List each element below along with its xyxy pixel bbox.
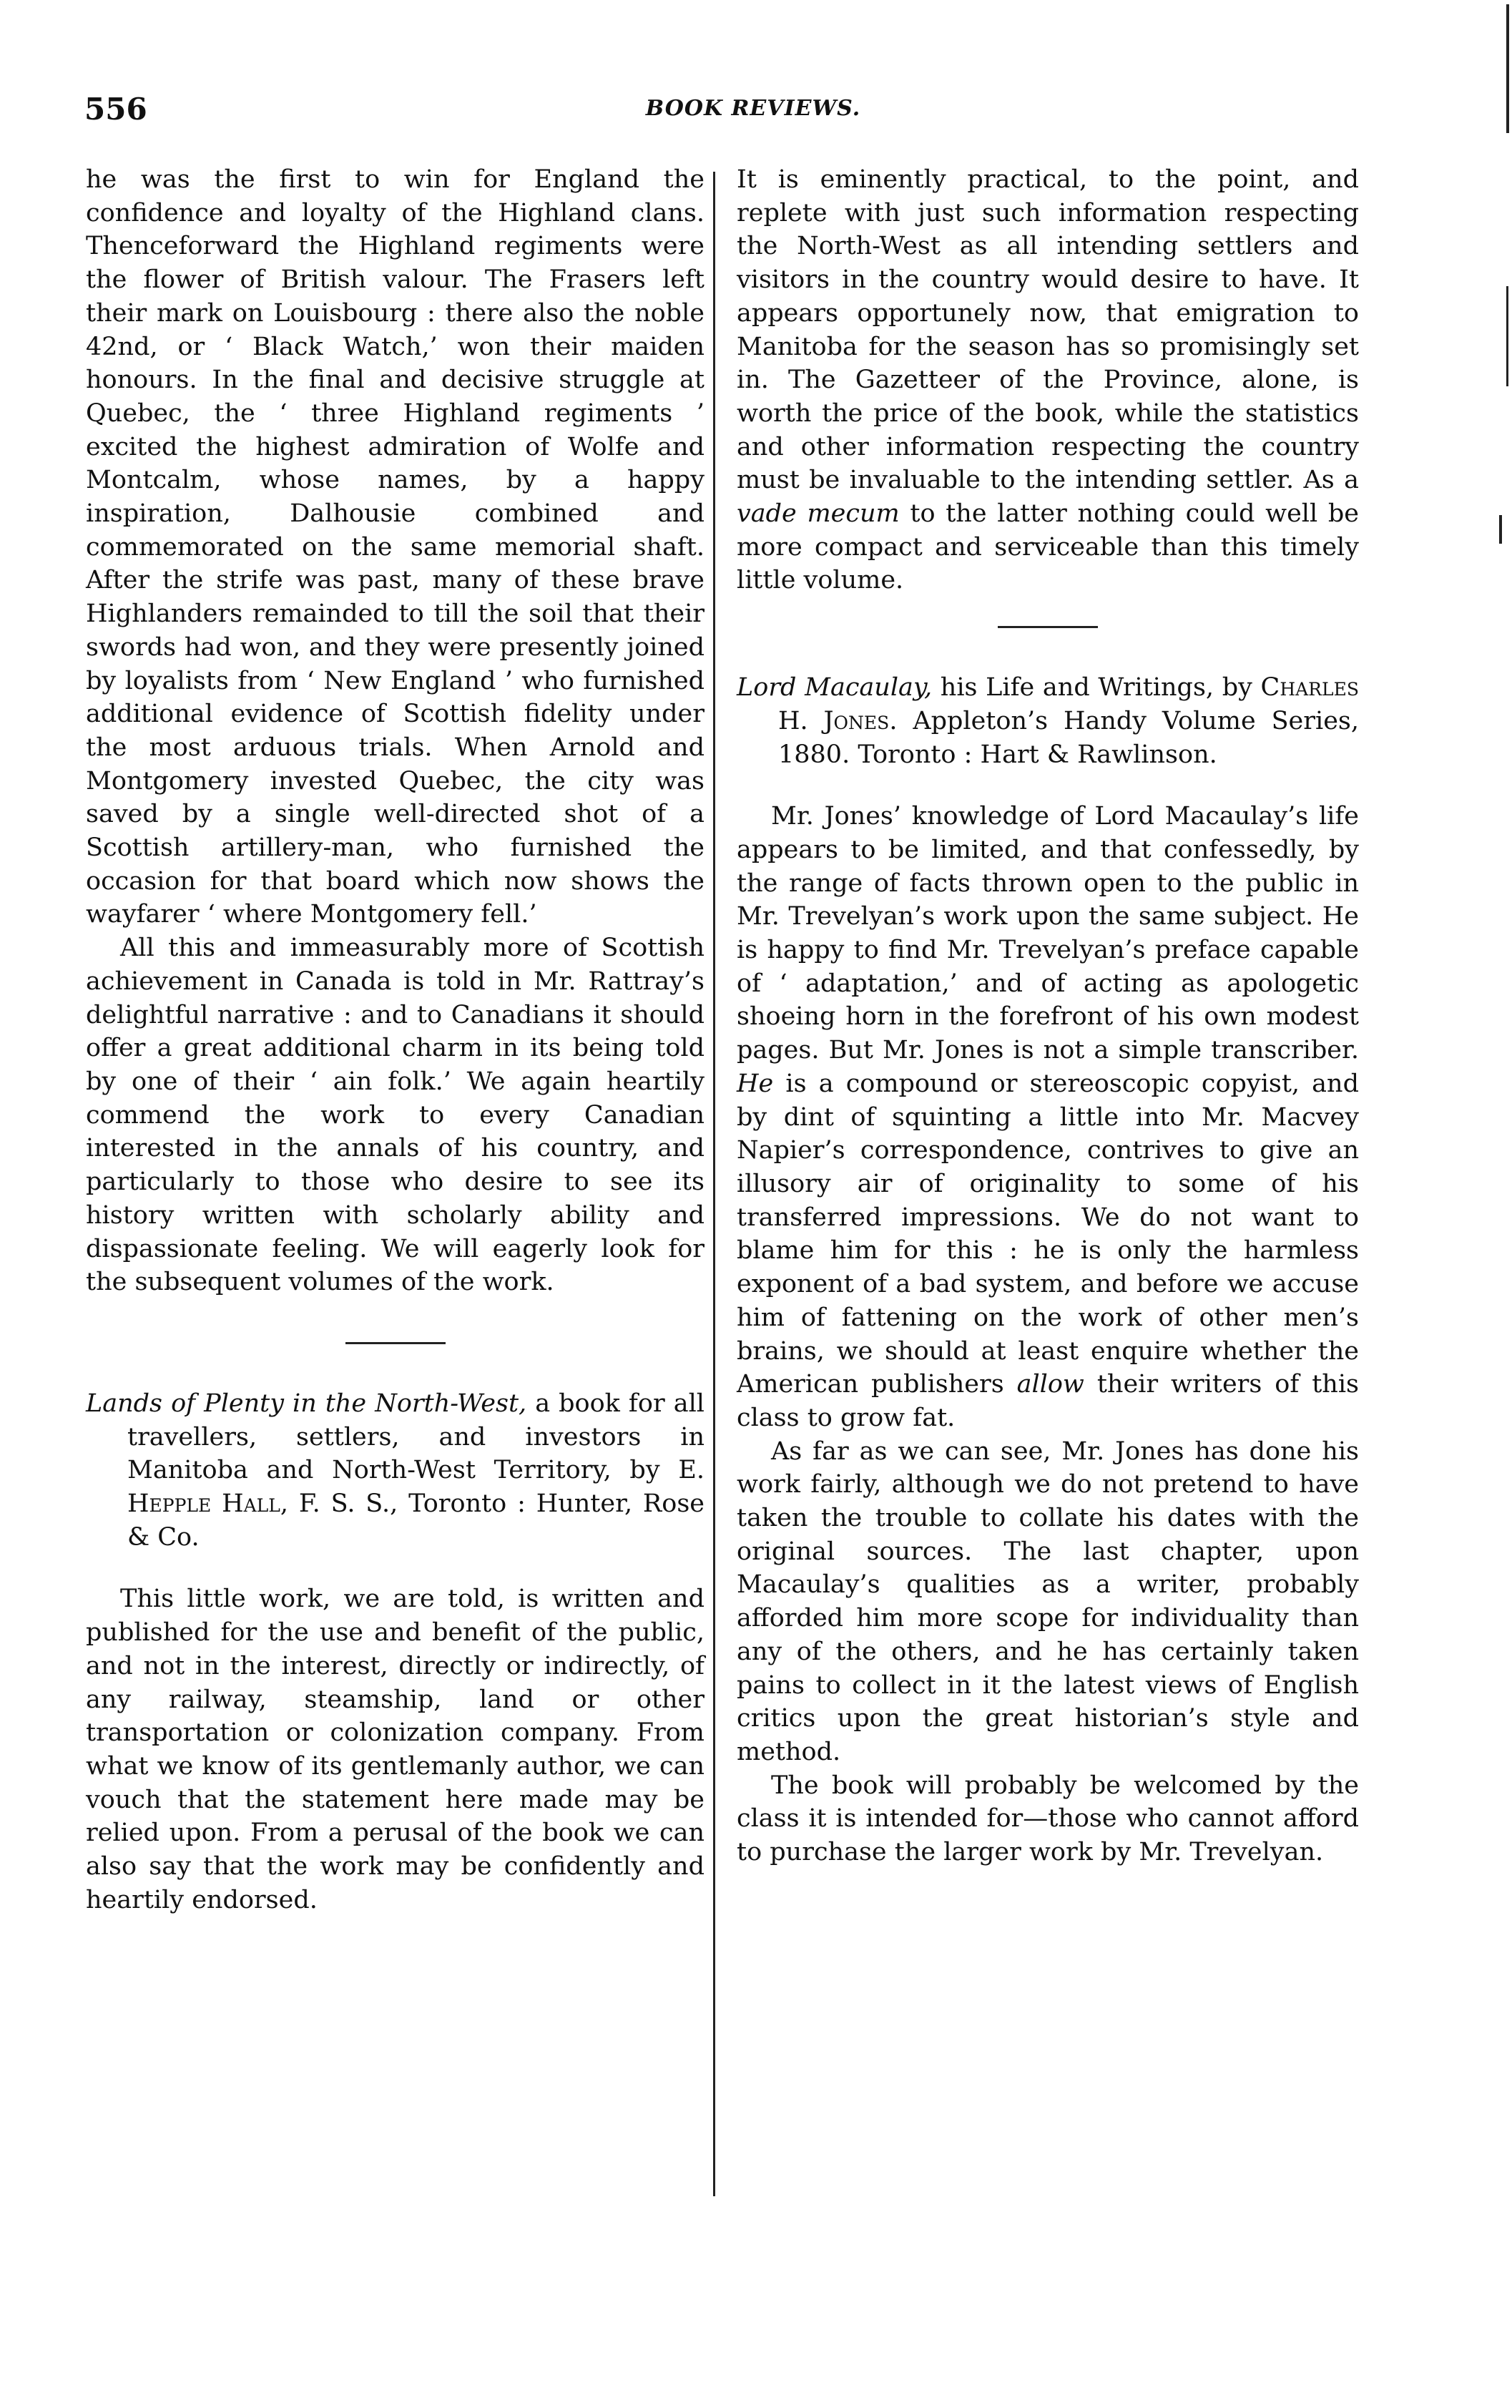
book-author: Hepple Hall: [127, 1489, 280, 1519]
book-publisher: . Appleton’s Handy Volume Series, 1880. Toronto : Hart & Rawlinson.: [778, 706, 1359, 769]
review-heading-lord-macaulay: [737, 671, 1359, 771]
book-title: Lord Macaulay,: [737, 673, 933, 703]
left-paragraph-2: All this and immeasurably more of Scottish achievement in Canada is told in Mr. Rattray’s delightful narrative : and to Canadians it should offer a great additional charm in its being told by one of their ‘ ain folk.’ We again heartily commend the work to every Canadian interested in the annals of his country, and particularly to those who desire to see its history written with scholarly ability and dispassionate feeling. We will eagerly look for the subsequent volumes of the work.: [86, 934, 705, 1297]
page-number: 556: [84, 92, 147, 127]
right-paragraph-1: [737, 163, 1359, 597]
right-paragraph-2-text-b: is a compound or stereoscopic copyist, and by dint of squinting a little into Mr. Macvey Napier’s correspondence, contrives to give an illusory air of originality to some of his transferred impressions. We do not want to blame him for this : he is only the harmless exponent of a bad system, and before we accuse him of fattening on the work of other men’s brains, we should at least enquire whether the American publishers: [737, 1069, 1359, 1399]
page-header: [84, 92, 1422, 137]
scan-margin-mark: [1506, 286, 1508, 386]
italic-phrase: vade mecum: [737, 499, 900, 529]
italic-word: allow: [1016, 1370, 1084, 1399]
right-paragraph-4: The book will probably be welcomed by the class it is intended for—those who cannot afford to purchase the larger work by Mr. Trevelyan.: [737, 1771, 1359, 1867]
italic-word: He: [737, 1069, 774, 1098]
scan-margin-mark: [1499, 515, 1502, 544]
review-heading-lands-of-plenty: [86, 1387, 705, 1555]
column-divider: [713, 172, 715, 2196]
right-paragraph-2: [737, 800, 1359, 1434]
book-description: his Life and Writings, by: [932, 673, 1261, 703]
right-paragraph-1-end: to the latter nothing could well be more compact and serviceable than this timely little volume.: [737, 499, 1359, 595]
right-paragraph-2-text-c: their writers of this class to grow fat.: [737, 1370, 1359, 1432]
scan-margin-mark: [1506, 4, 1509, 133]
left-column: [86, 163, 705, 1917]
left-paragraph-3: This little work, we are told, is written and published for the use and benefit of the public, and not in the interest, directly or indirectly, of any railway, steamship, land or other transportation or colonization company. From what we know of its gentlemanly author, we can vouch that the statement here made may be relied upon. From a perusal of the book we can also say that the work may be confidently and heartily endorsed.: [86, 1585, 705, 1914]
left-paragraph-1: he was the first to win for England the confidence and loyalty of the Highland clans. Thenceforward the Highland regiments were the flower of British valour. The Frasers left their mark on Louisbourg : there also the noble 42nd, or ‘ Black Watch,’ won their maiden honours. In the final and decisive struggle at Quebec, the ‘ three Highland regiments ’ excited the highest admiration of Wolfe and Montcalm, whose names, by a happy inspiration, Dalhousie combined and commemorated on the same memorial shaft. After the strife was past, many of these brave Highlanders remainded to till the soil that their swords had won, and they were presently joined by loyalists from ‘ New England ’ who furnished additional evidence of Scottish fidelity under the most arduous trials. When Arnold and Montgomery invested Quebec, the city was saved by a single well-directed shot of a Scottish artillery-man, who furnished the occasion for that board which now shows the wayfarer ‘ where Montgomery fell.’: [86, 165, 705, 929]
book-title: Lands of Plenty in the North-West,: [86, 1389, 527, 1418]
right-column: [737, 163, 1359, 1869]
right-paragraph-3: As far as we can see, Mr. Jones has done his work fairly, although we do not pretend to have taken the trouble to collate his dates with the original sources. The last chapter, upon Macaulay’s qualities as a writer, probably afforded him more scope for individuality than any of the others, and he has certainly taken pains to collect in it the latest views of English critics upon the great historian’s style and method.: [737, 1437, 1359, 1766]
book-author: Charles H. Jones: [778, 673, 1359, 735]
book-publisher: , F. S. S., Toronto : Hunter, Rose & Co.: [127, 1489, 705, 1552]
right-paragraph-1-text: It is eminently practical, to the point, and replete with just such information respecting the North-West as all intending settlers and visitors in the country would desire to have. It appears opportunely now, that emigration to Manitoba for the season has so promisingly set in. The Gazetteer of the Province, alone, is worth the price of the book, while the statistics and other information respecting the country must be invaluable to the intending settler. As a: [737, 165, 1359, 495]
right-paragraph-2-text-a: Mr. Jones’ knowledge of Lord Macaulay’s life appears to be limited, and that confessedly, by the range of facts thrown open to the public in Mr. Trevelyan’s work upon the same subject. He is happy to find Mr. Trevelyan’s preface capable of ‘ adaptation,’ and of acting as apologetic shoeing horn in the forefront of his own modest pages. But Mr. Jones is not a simple transcriber.: [737, 802, 1359, 1065]
running-head: BOOK REVIEWS.: [645, 96, 861, 121]
book-description: a book for all travellers, settlers, and investors in Manitoba and North-West Territory, by E.: [127, 1389, 705, 1485]
